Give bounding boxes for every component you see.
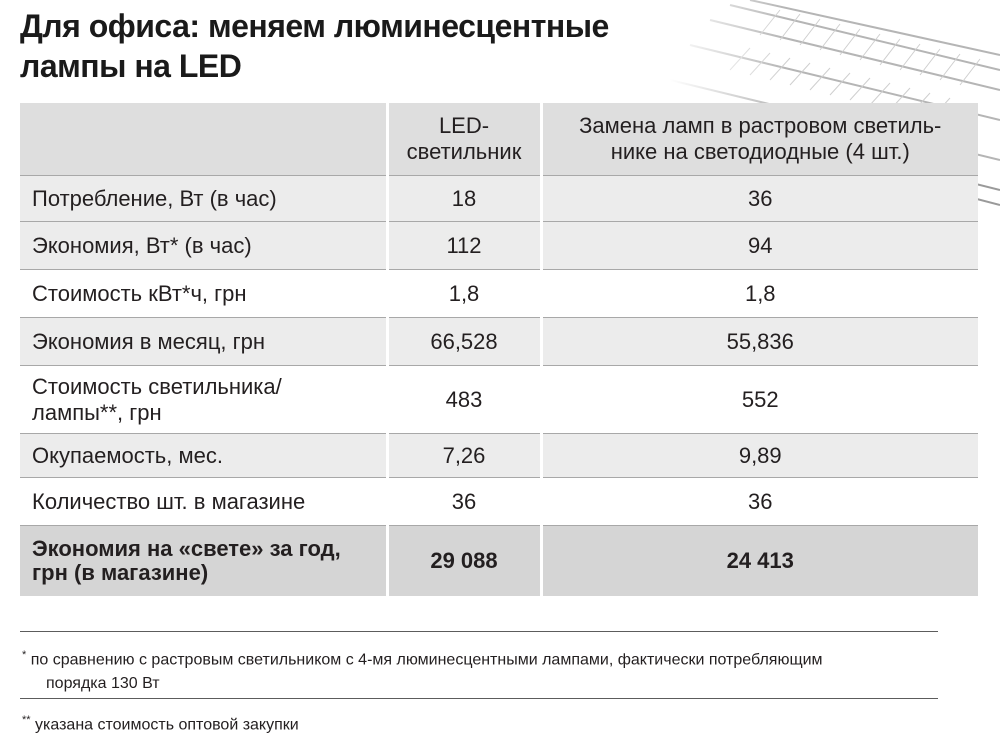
row-label: Экономия в месяц, грн	[20, 318, 387, 366]
footnote-2: ** указана стоимость оптовой закупки	[22, 714, 299, 734]
replacement-value: 552	[541, 366, 978, 434]
led-value: 483	[387, 366, 541, 434]
row-label: Экономия, Вт* (в час)	[20, 222, 387, 270]
title-line-2: лампы на LED	[20, 48, 242, 84]
table-row	[20, 270, 978, 318]
row-label: Стоимость кВт*ч, грн	[20, 270, 387, 318]
header-led: LED- светильник	[387, 103, 541, 176]
table-header-row	[20, 103, 978, 176]
led-value: 18	[387, 176, 541, 222]
led-value: 112	[387, 222, 541, 270]
table-row	[20, 318, 978, 366]
replacement-value: 94	[541, 222, 978, 270]
total-replacement-value: 24 413	[541, 526, 978, 596]
led-value: 36	[387, 478, 541, 526]
table-row	[20, 176, 978, 222]
table-row	[20, 366, 978, 434]
table-row	[20, 222, 978, 270]
title-line-1: Для офиса: меняем люминесцентные	[20, 8, 609, 44]
footnote-divider	[20, 698, 938, 699]
table-total-row	[20, 526, 978, 596]
row-label: Стоимость светильника/ лампы**, грн	[20, 366, 387, 434]
row-label: Потребление, Вт (в час)	[20, 176, 387, 222]
total-led-value: 29 088	[387, 526, 541, 596]
comparison-table	[20, 103, 978, 596]
led-value: 1,8	[387, 270, 541, 318]
replacement-value: 36	[541, 176, 978, 222]
header-replacement: Замена ламп в растровом светиль- нике на светодиодные (4 шт.)	[541, 103, 978, 176]
page-title	[20, 6, 609, 86]
led-value: 7,26	[387, 434, 541, 478]
replacement-value: 9,89	[541, 434, 978, 478]
table-row	[20, 434, 978, 478]
row-label: Количество шт. в магазине	[20, 478, 387, 526]
header-empty	[20, 103, 387, 176]
footnote-1: * по сравнению с растровым светильником с 4-мя люминесцентными лампами, фактически потребляющим порядка 130 Вт	[22, 649, 823, 693]
total-label: Экономия на «свете» за год, грн (в магазине)	[20, 526, 387, 596]
led-value: 66,528	[387, 318, 541, 366]
row-label: Окупаемость, мес.	[20, 434, 387, 478]
replacement-value: 55,836	[541, 318, 978, 366]
replacement-value: 36	[541, 478, 978, 526]
replacement-value: 1,8	[541, 270, 978, 318]
table-row	[20, 478, 978, 526]
footnote-divider	[20, 631, 938, 632]
